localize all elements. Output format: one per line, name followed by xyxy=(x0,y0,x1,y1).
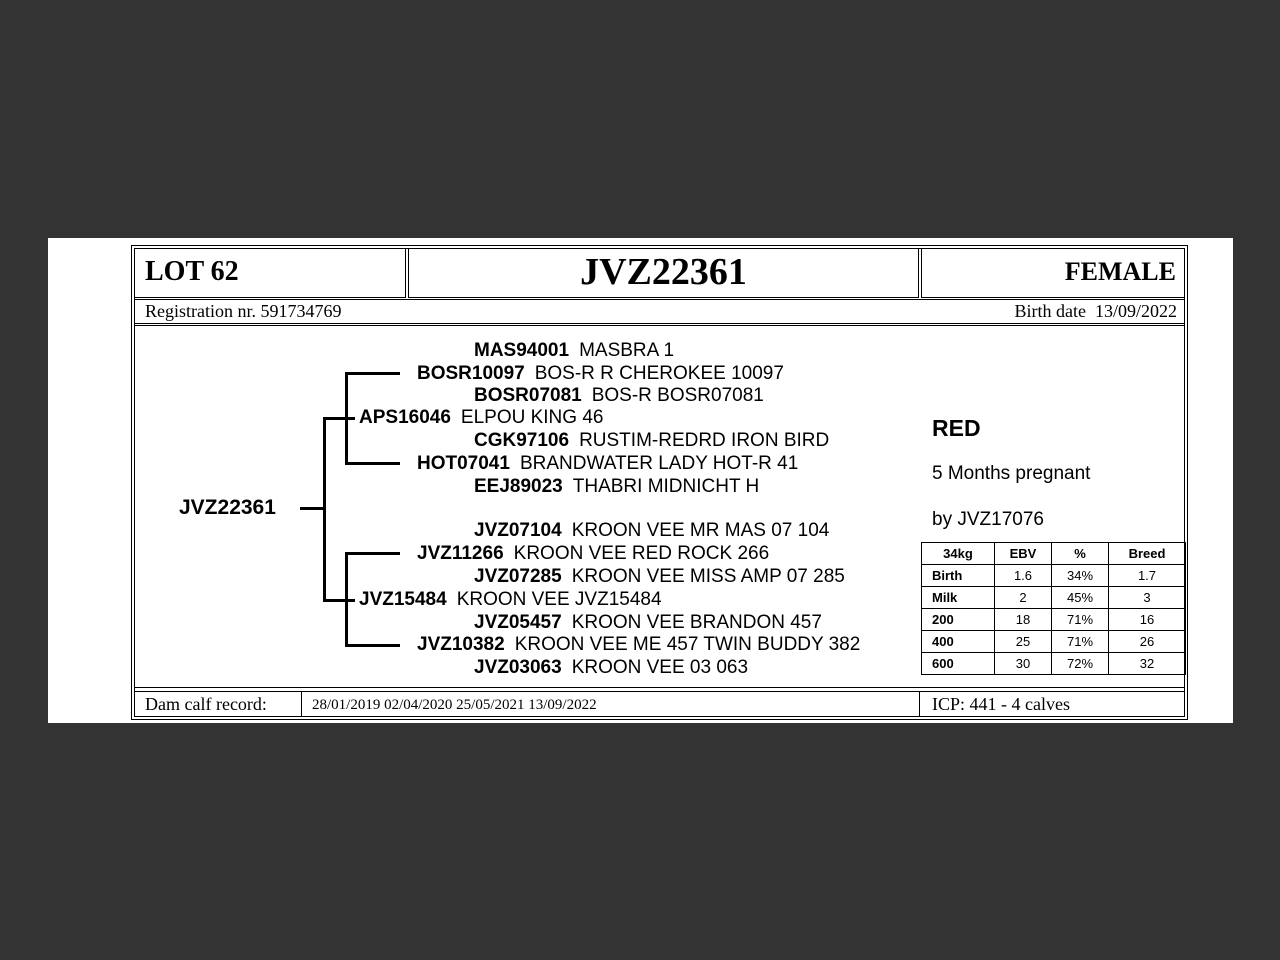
ebv-breed: 26 xyxy=(1109,631,1186,653)
pedigree-line-sire-parents xyxy=(345,372,348,464)
ebv-value: 25 xyxy=(995,631,1052,653)
pedigree-line-dam-parents xyxy=(345,552,348,646)
ebv-value: 18 xyxy=(995,609,1052,631)
pregnancy-status: 5 Months pregnant xyxy=(932,463,1091,484)
ebv-header: EBV xyxy=(995,543,1052,565)
ebv-accuracy: 45% xyxy=(1052,587,1109,609)
table-row xyxy=(922,565,1186,587)
pedigree-name: ELPOU KING 46 xyxy=(460,407,604,428)
ebv-header: 34kg xyxy=(922,543,995,565)
lot-card xyxy=(48,238,1233,723)
pedigree-sss xyxy=(474,340,674,362)
dam-calf-dates: 28/01/2019 02/04/2020 25/05/2021 13/09/2022 xyxy=(312,697,597,713)
pedigree-dss xyxy=(474,520,829,542)
pedigree-sds xyxy=(474,430,829,452)
pedigree-dam xyxy=(359,589,662,611)
pedigree-ss xyxy=(417,363,784,385)
pedigree-name: BOS-R R CHEROKEE 10097 xyxy=(534,363,784,384)
ebv-breed: 1.7 xyxy=(1109,565,1186,587)
pedigree-name: KROON VEE ME 457 TWIN BUDDY 382 xyxy=(514,634,861,655)
table-row xyxy=(922,609,1186,631)
ebv-trait: 400 xyxy=(922,631,995,653)
pedigree-name: KROON VEE RED ROCK 266 xyxy=(513,543,770,564)
ebv-breed: 16 xyxy=(1109,609,1186,631)
registration-number: Registration nr. 591734769 xyxy=(145,301,342,321)
pedigree-code: JVZ11266 xyxy=(417,543,504,564)
pedigree-ddd xyxy=(474,657,748,679)
ebv-header-row xyxy=(922,543,1186,565)
pedigree-ds xyxy=(417,543,769,565)
ebv-value: 2 xyxy=(995,587,1052,609)
pedigree-name: RUSTIM-REDRD IRON BIRD xyxy=(579,430,830,451)
pedigree-line-ds xyxy=(345,552,400,555)
pedigree-name: KROON VEE BRANDON 457 xyxy=(571,612,822,633)
ebv-value: 1.6 xyxy=(995,565,1052,587)
pedigree-code: APS16046 xyxy=(359,407,451,428)
pedigree-line-ss xyxy=(345,372,400,375)
ebv-trait: Milk xyxy=(922,587,995,609)
pedigree-code: JVZ07285 xyxy=(474,566,562,587)
pedigree-code: BOSR10097 xyxy=(417,363,525,384)
pedigree-name: KROON VEE 03 063 xyxy=(571,657,749,678)
pedigree-dd xyxy=(417,634,860,656)
ebv-breed: 3 xyxy=(1109,587,1186,609)
pedigree-animal: JVZ22361 xyxy=(179,496,276,519)
pedigree-dsd xyxy=(474,566,845,588)
pedigree-line-sire xyxy=(323,417,355,420)
pedigree-code: JVZ05457 xyxy=(474,612,562,633)
pedigree-code: JVZ15484 xyxy=(359,589,447,610)
pedigree-name: MASBRA 1 xyxy=(579,340,675,361)
pedigree-line-parents xyxy=(323,417,326,601)
ebv-accuracy: 71% xyxy=(1052,631,1109,653)
service-sire: by JVZ17076 xyxy=(932,509,1044,530)
icp-value: ICP: 441 - 4 calves xyxy=(932,694,1070,714)
ebv-accuracy: 34% xyxy=(1052,565,1109,587)
pedigree-code: JVZ10382 xyxy=(417,634,505,655)
pedigree-line-sd xyxy=(345,462,400,465)
pedigree-code: HOT07041 xyxy=(417,453,510,474)
table-row xyxy=(922,653,1186,675)
pedigree-code: BOSR07081 xyxy=(474,385,582,406)
pedigree-line-root xyxy=(300,507,325,510)
ebv-table xyxy=(921,542,1186,675)
pedigree-name: THABRI MIDNICHT H xyxy=(572,476,760,497)
ebv-accuracy: 72% xyxy=(1052,653,1109,675)
pedigree-code: JVZ03063 xyxy=(474,657,562,678)
pedigree-sd xyxy=(417,453,798,475)
ebv-trait: Birth xyxy=(922,565,995,587)
ebv-breed: 32 xyxy=(1109,653,1186,675)
animal-id-title: JVZ22361 xyxy=(580,251,747,293)
ebv-value: 30 xyxy=(995,653,1052,675)
table-row xyxy=(922,631,1186,653)
pedigree-code: CGK97106 xyxy=(474,430,570,451)
pedigree-line-dd xyxy=(345,644,400,647)
pedigree-sire xyxy=(359,407,603,429)
table-row xyxy=(922,587,1186,609)
pedigree-code: JVZ07104 xyxy=(474,520,562,541)
pedigree-name: BOS-R BOSR07081 xyxy=(591,385,764,406)
ebv-trait: 200 xyxy=(922,609,995,631)
ebv-accuracy: 71% xyxy=(1052,609,1109,631)
pedigree-line-dam xyxy=(323,599,355,602)
pedigree-ssd xyxy=(474,385,764,407)
lot-number: LOT 62 xyxy=(145,256,239,287)
ebv-trait: 600 xyxy=(922,653,995,675)
pedigree-name: KROON VEE MISS AMP 07 285 xyxy=(571,566,845,587)
animal-color: RED xyxy=(932,415,981,441)
pedigree-code: MAS94001 xyxy=(474,340,570,361)
birth-date: Birth date 13/09/2022 xyxy=(1014,301,1177,321)
pedigree-name: BRANDWATER LADY HOT-R 41 xyxy=(519,453,799,474)
ebv-header: Breed xyxy=(1109,543,1186,565)
pedigree-sdd xyxy=(474,476,759,498)
sex-label: FEMALE xyxy=(1064,257,1176,286)
pedigree-name: KROON VEE JVZ15484 xyxy=(456,589,662,610)
ebv-header: % xyxy=(1052,543,1109,565)
pedigree-code: EEJ89023 xyxy=(474,476,563,497)
pedigree-name: KROON VEE MR MAS 07 104 xyxy=(571,520,830,541)
dam-calf-record-label: Dam calf record: xyxy=(145,694,267,714)
pedigree-dds xyxy=(474,612,822,634)
